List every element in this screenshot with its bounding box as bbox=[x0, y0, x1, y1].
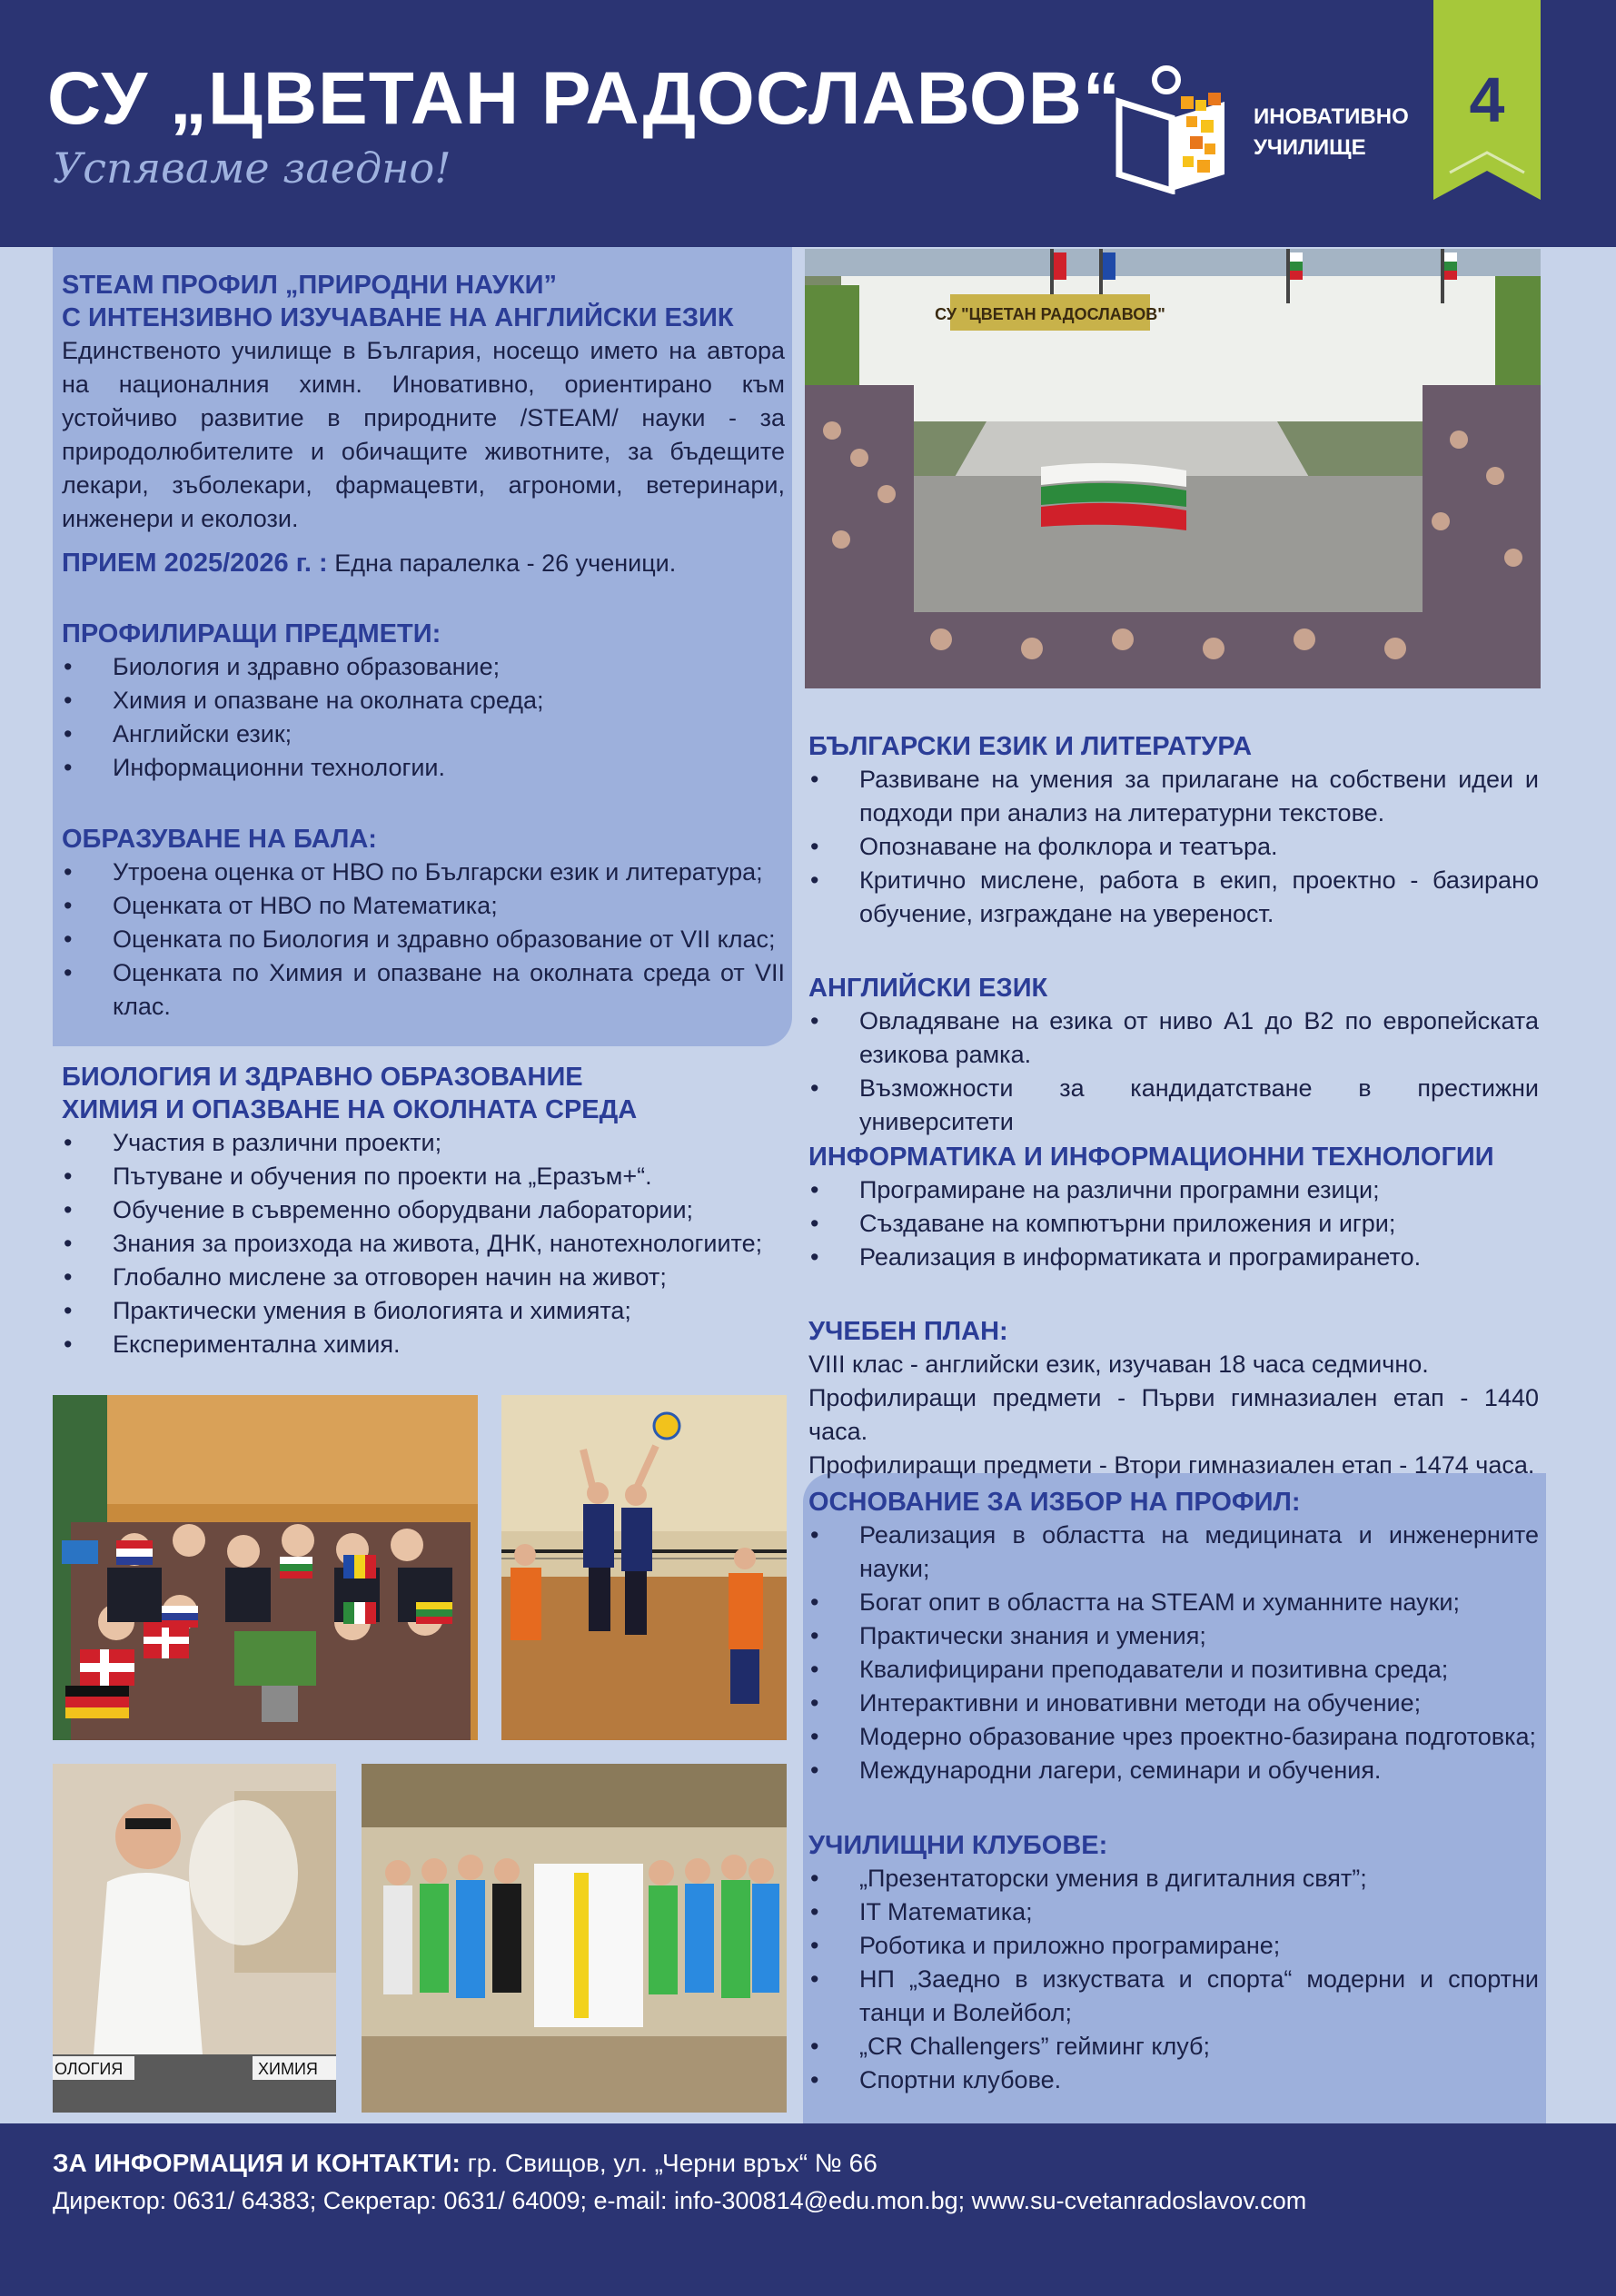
list-item: • Международни лагери, семинари и обучения. bbox=[808, 1754, 1539, 1787]
bulgarian-heading: БЪЛГАРСКИ ЕЗИК И ЛИТЕРАТУРА bbox=[808, 732, 1253, 761]
list-item: • Оценката по Химия и опазване на околната среда от VII клас. bbox=[62, 956, 785, 1024]
list-item: • Критично мислене, работа в екип, проектно - базирано обучение, изграждане на увереност. bbox=[808, 864, 1539, 931]
logo-line-2: УЧИЛИЩЕ bbox=[1254, 135, 1366, 160]
admission-value: Една паралелка - 26 ученици. bbox=[327, 549, 677, 577]
chemistry-experiment-photo bbox=[53, 1764, 336, 2113]
footer-label: ЗА ИНФОРМАЦИЯ И КОНТАКТИ: bbox=[53, 2149, 461, 2177]
list-item: • Опознаване на фолклора и театъра. bbox=[808, 830, 1539, 864]
school-sign-text: СУ "ЦВЕТАН РАДОСЛАВОВ" bbox=[935, 305, 1165, 323]
study-plan-line-3: Профилиращи предмети - Втори гимназиален етап - 1474 часа. bbox=[808, 1451, 1535, 1479]
score-section bbox=[62, 823, 785, 1024]
profile-subjects-section bbox=[62, 618, 785, 785]
english-section bbox=[808, 972, 1539, 1139]
logo-caption bbox=[1254, 102, 1409, 163]
list-item: • „Презентаторски умения в дигиталния свят”; bbox=[808, 1862, 1539, 1895]
intro-heading-line-2: С ИНТЕНЗИВНО ИЗУЧАВАНЕ НА АНГЛИЙСКИ ЕЗИК bbox=[62, 303, 734, 332]
footer-phones-email-web: Директор: 0631/ 64383; Секретар: 0631/ 64009; e-mail: info-300814@edu.mon.bg; www.su-cvetanradoslavov.com bbox=[53, 2187, 1307, 2214]
study-plan-line-2: Профилиращи предмети - Първи гимназиален етап - 1440 часа. bbox=[808, 1384, 1539, 1445]
study-plan-heading: УЧЕБЕН ПЛАН: bbox=[808, 1317, 1008, 1346]
list-item: • Утроена оценка от НВО по Български език и литература; bbox=[62, 856, 785, 889]
bio-chem-heading-line-2: ХИМИЯ И ОПАЗВАНЕ НА ОКОЛНАТА СРЕДА bbox=[62, 1095, 638, 1124]
intro-section bbox=[62, 269, 785, 536]
study-plan-line-1: VIII клас - английски език, изучаван 18 часа седмично. bbox=[808, 1351, 1429, 1378]
intro-heading-line-1: STEAM ПРОФИЛ „ПРИРОДНИ НАУКИ” bbox=[62, 271, 557, 300]
logo-line-1: ИНОВАТИВНО bbox=[1254, 104, 1409, 129]
clubs-section bbox=[808, 1829, 1539, 2097]
page-number: 4 bbox=[1469, 64, 1505, 135]
list-item: • Практически знания и умения; bbox=[808, 1619, 1539, 1653]
english-heading: АНГЛИЙСКИ ЕЗИК bbox=[808, 974, 1048, 1003]
list-item: • Роботика и приложно програмиране; bbox=[808, 1929, 1539, 1963]
lab-sign-left: ОЛОГИЯ bbox=[55, 2060, 124, 2078]
school-slogan: Успяваме заедно! bbox=[53, 144, 451, 193]
list-item: • Богат опит в областта на STEAM и хуманните науки; bbox=[808, 1586, 1539, 1619]
list-item: • Реализация в областта на медицината и инженерните науки; bbox=[808, 1519, 1539, 1586]
list-item: • Възможности за кандидатстване в престижни университети bbox=[808, 1072, 1539, 1139]
list-item: • Оценката от НВО по Математика; bbox=[62, 889, 785, 923]
bulgarian-section bbox=[808, 730, 1539, 931]
list-item: • Спортни клубове. bbox=[808, 2063, 1539, 2097]
list-item: • Биология и здравно образование; bbox=[62, 650, 785, 684]
list-item: • Програмиране на различни програмни езици; bbox=[808, 1173, 1539, 1207]
list-item: • IT Математика; bbox=[808, 1895, 1539, 1929]
list-item: • Квалифицирани преподаватели и позитивна среда; bbox=[808, 1653, 1539, 1687]
intro-text: Единственото училище в България, носещо името на автора на националния химн. Иновативно, ориентирано към устойчиво развитие в природните /STEAM/ науки - за природолюбителите и обичащите животните, за бъдещите лекари, зъболекари, фармацевти, агрономи, ветеринари, инженери и еколози. bbox=[62, 337, 785, 532]
study-plan-section bbox=[808, 1315, 1539, 1482]
innovative-school-logo-icon bbox=[1114, 65, 1236, 194]
list-item: • Глобално мислене за отговорен начин на живот; bbox=[62, 1261, 785, 1294]
list-item: • НП „Заедно в изкуствата и спорта“ модерни и спортни танци и Волейбол; bbox=[808, 1963, 1539, 2030]
list-item: • Знания за произхода на живота, ДНК, нанотехнологиите; bbox=[62, 1227, 785, 1261]
profile-subjects-heading: ПРОФИЛИРАЩИ ПРЕДМЕТИ: bbox=[62, 619, 441, 648]
list-item: • Участия в различни проекти; bbox=[62, 1126, 785, 1160]
list-item: • Експериментална химия. bbox=[62, 1328, 785, 1361]
footer-address: гр. Свищов, ул. „Черни връх“ № 66 bbox=[460, 2149, 877, 2177]
clubs-heading: УЧИЛИЩНИ КЛУБОВЕ: bbox=[808, 1831, 1108, 1860]
list-item: • Оценката по Биология и здравно образование от VII клас; bbox=[62, 923, 785, 956]
list-item: • Модерно образование чрез проектно-базирана подготовка; bbox=[808, 1720, 1539, 1754]
list-item: • Интерактивни и иновативни методи на обучение; bbox=[808, 1687, 1539, 1720]
volleyball-photo bbox=[501, 1395, 787, 1740]
list-item: • Практически умения в биологията и химията; bbox=[62, 1294, 785, 1328]
students-poster-photo bbox=[362, 1764, 787, 2113]
footer-contact-line bbox=[53, 2149, 877, 2178]
admission-label: ПРИЕМ 2025/2026 г. : bbox=[62, 549, 328, 578]
list-item: • Създаване на компютърни приложения и игри; bbox=[808, 1207, 1539, 1241]
list-item: • Пътуване и обучения по проекти на „Еразъм+“. bbox=[62, 1160, 785, 1193]
list-item: • „CR Challengers” гейминг клуб; bbox=[808, 2030, 1539, 2063]
list-item: • Реализация в информатиката и програмирането. bbox=[808, 1241, 1539, 1274]
erasmus-flags-photo bbox=[53, 1395, 478, 1740]
lab-sign-right: ХИМИЯ bbox=[258, 2060, 318, 2078]
score-heading: ОБРАЗУВАНЕ НА БАЛА: bbox=[62, 825, 377, 854]
admission-line bbox=[62, 547, 785, 580]
list-item: • Обучение в съвременно оборудвани лаборатории; bbox=[62, 1193, 785, 1227]
reasons-section bbox=[808, 1486, 1539, 1787]
school-ceremony-photo bbox=[805, 249, 1541, 688]
list-item: • Химия и опазване на околната среда; bbox=[62, 684, 785, 718]
reasons-heading: ОСНОВАНИЕ ЗА ИЗБОР НА ПРОФИЛ: bbox=[808, 1488, 1301, 1517]
bio-chem-section bbox=[62, 1061, 785, 1361]
it-heading: ИНФОРМАТИКА И ИНФОРМАЦИОННИ ТЕХНОЛОГИИ bbox=[808, 1143, 1494, 1172]
list-item: • Развиване на умения за прилагане на собствени идеи и подходи при анализ на литературни текстове. bbox=[808, 763, 1539, 830]
bio-chem-heading-line-1: БИОЛОГИЯ И ЗДРАВНО ОБРАЗОВАНИЕ bbox=[62, 1063, 583, 1092]
list-item: • Информационни технологии. bbox=[62, 751, 785, 785]
school-title: СУ „ЦВЕТАН РАДОСЛАВОВ“ bbox=[47, 57, 1121, 140]
list-item: • Овладяване на езика от ниво А1 до В2 по европейската езикова рамка. bbox=[808, 1004, 1539, 1072]
it-section bbox=[808, 1141, 1539, 1274]
list-item: • Английски език; bbox=[62, 718, 785, 751]
